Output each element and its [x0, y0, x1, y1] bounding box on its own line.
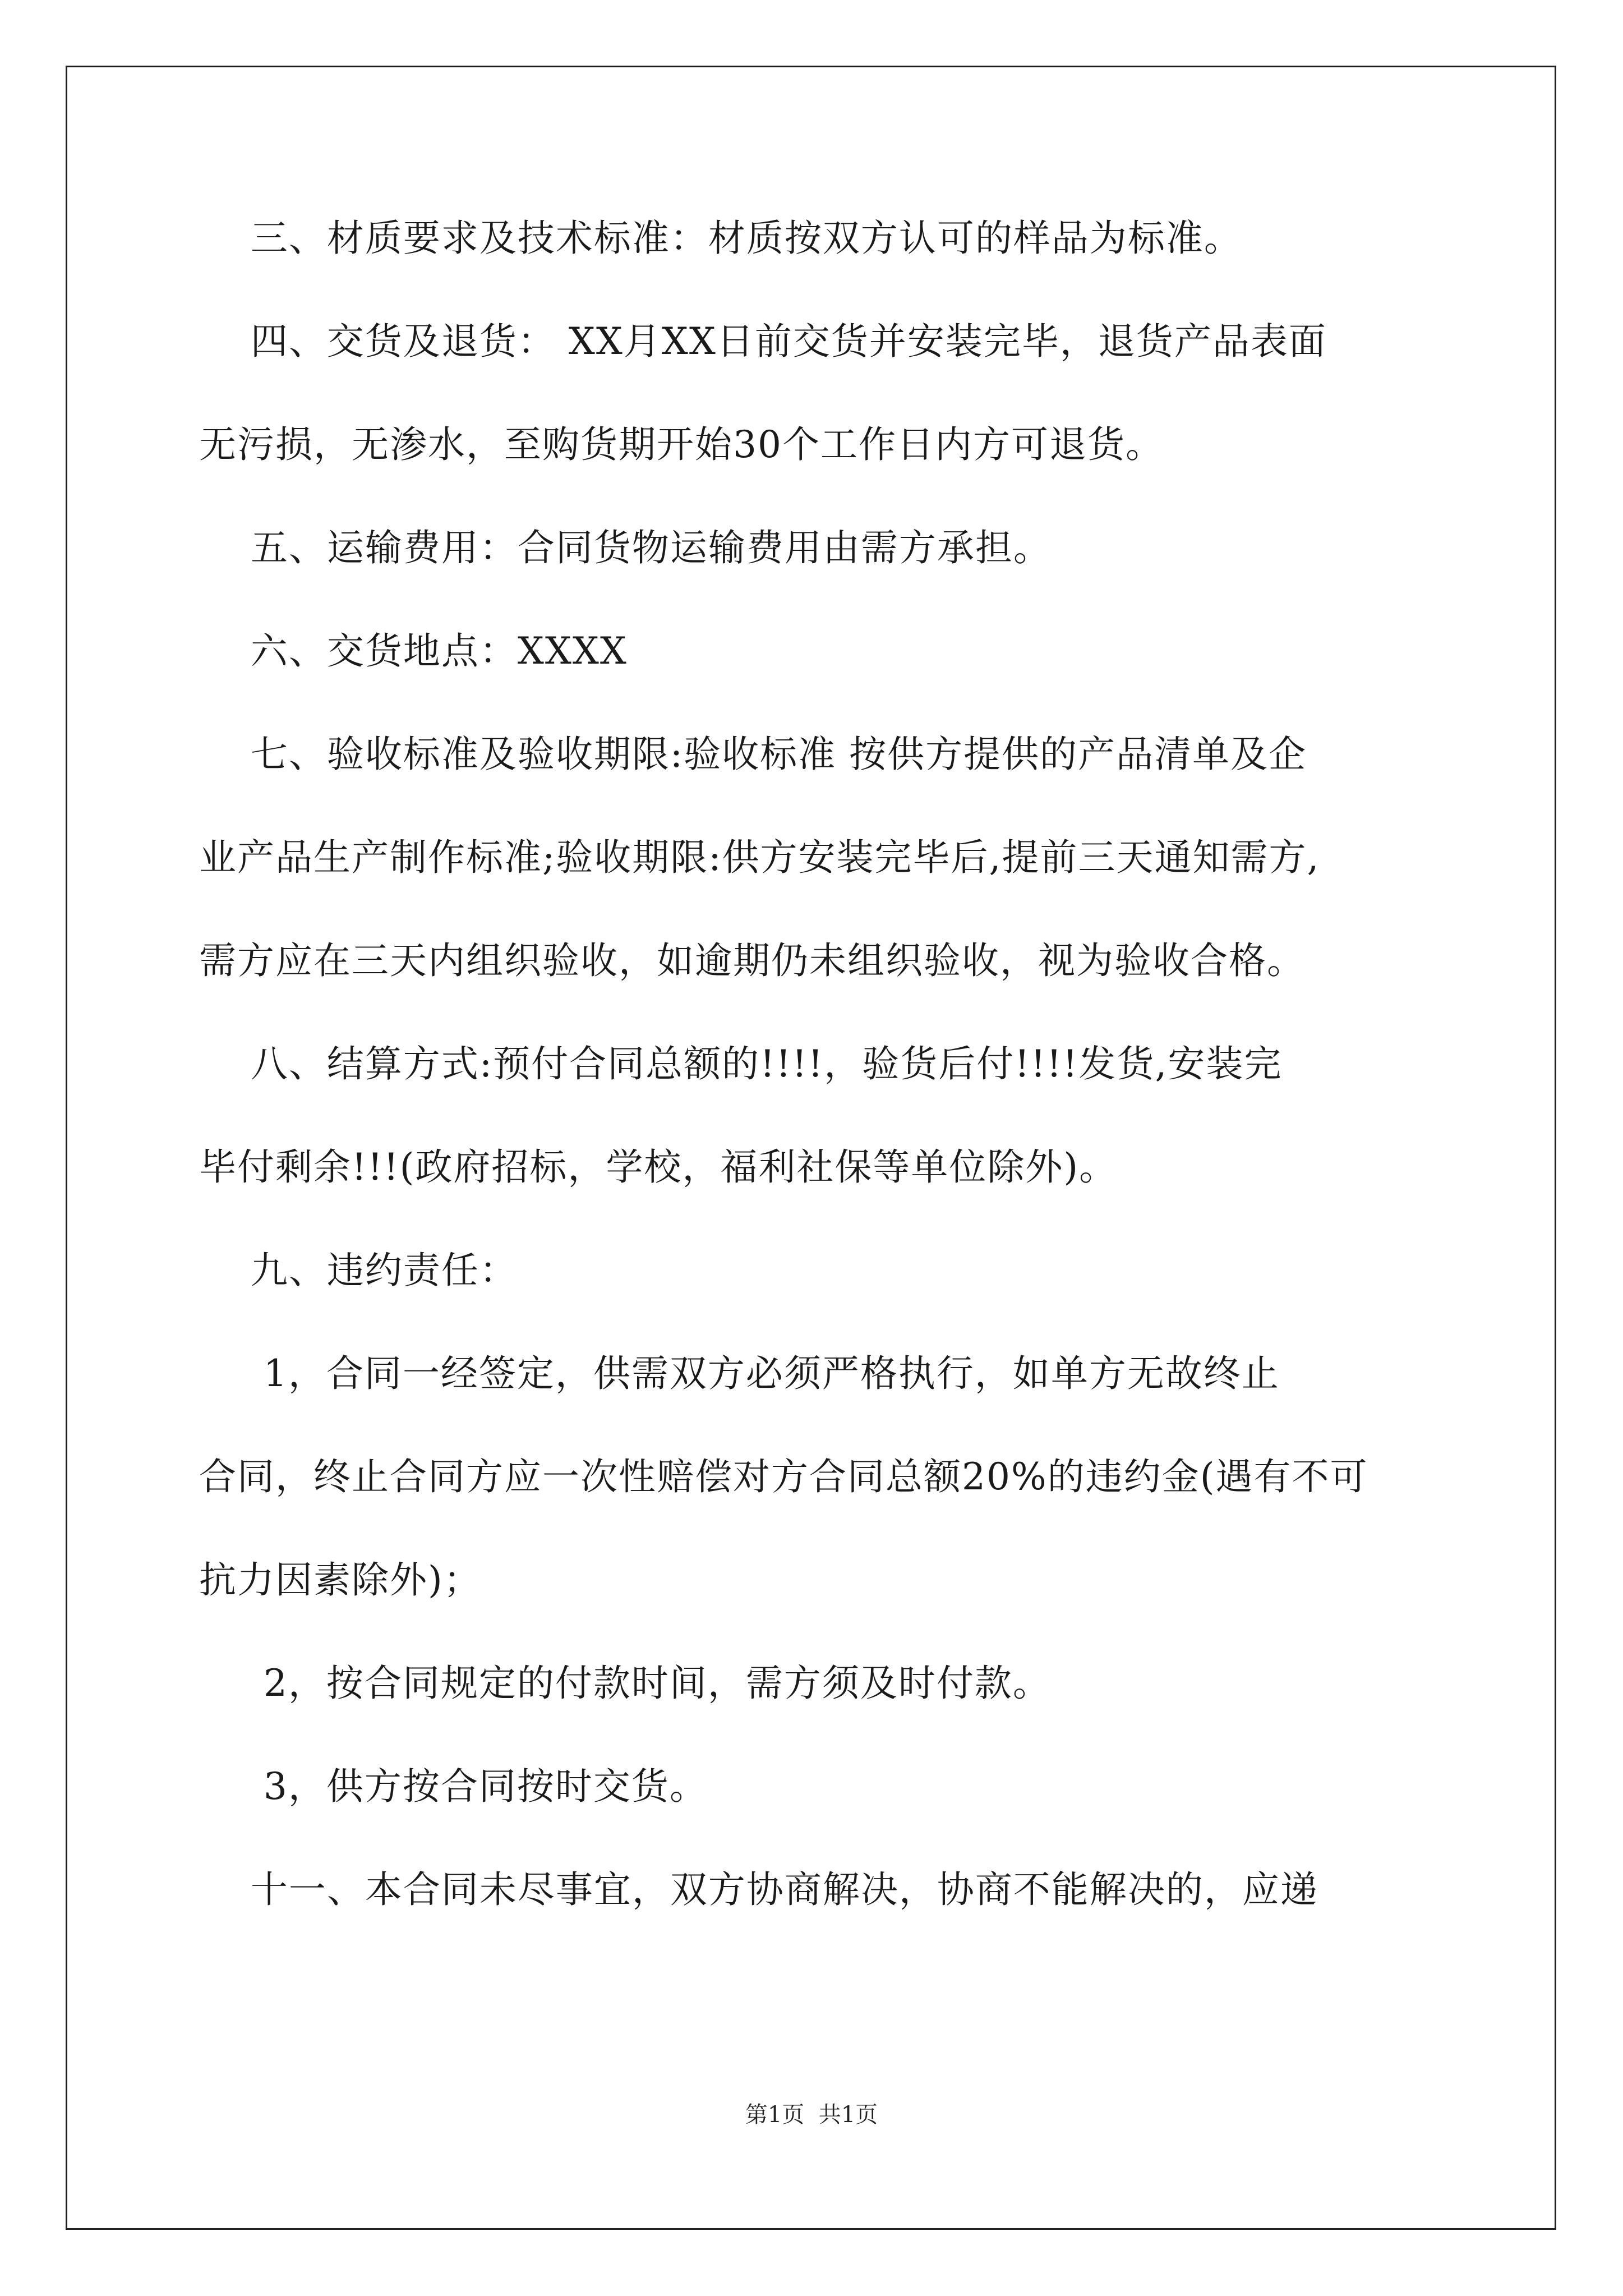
clause-9-item-2: 2，按合同规定的付款时间，需方须及时付款。	[199, 1662, 1051, 1705]
clause-7-line-1: 七、验收标准及验收期限:验收标准 按供方提供的产品清单及企	[199, 733, 1307, 776]
clause-9-item-1-line-1: 1，合同一经签定，供需双方必须严格执行，如单方无故终止	[199, 1352, 1280, 1395]
clause-7-line-2: 业产品生产制作标准;验收期限:供方安装完毕后,提前三天通知需方,	[199, 836, 1320, 879]
page-footer: 第1页 共1页	[745, 2102, 878, 2128]
clause-7-line-3: 需方应在三天内组织验收，如逾期仍未组织验收，视为验收合格。	[199, 939, 1305, 982]
clause-4-line-2: 无污损，无渗水，至购货期开始30个工作日内方可退货。	[199, 423, 1164, 466]
clause-6-line: 六、交货地点：XXXX	[199, 629, 628, 673]
clause-9-item-1-line-2: 合同，终止合同方应一次性赔偿对方合同总额20%的违约金(遇有不可	[199, 1455, 1368, 1498]
clause-9-item-1-line-3: 抗力因素除外)；	[199, 1558, 482, 1602]
clause-9-item-3: 3，供方按合同按时交货。	[199, 1765, 708, 1808]
clause-8-line-1: 八、结算方式:预付合同总额的!!!!，验货后付!!!!发货,安装完	[199, 1042, 1283, 1085]
clause-3-line: 三、材质要求及技术标准：材质按双方认可的样品为标准。	[199, 217, 1242, 260]
clause-5-line: 五、运输费用：合同货物运输费用由需方承担。	[199, 526, 1052, 569]
document-body	[199, 213, 1433, 1915]
clause-4-line-1: 四、交货及退货： XX月XX日前交货并安装完毕，退货产品表面	[199, 320, 1327, 363]
clause-9-heading: 九、违约责任：	[199, 1249, 518, 1292]
clause-11-line-1: 十一、本合同未尽事宜，双方协商解决，协商不能解决的，应递	[199, 1868, 1318, 1911]
clause-8-line-2: 毕付剩余!!!(政府招标，学校，福利社保等单位除外)。	[199, 1145, 1118, 1189]
